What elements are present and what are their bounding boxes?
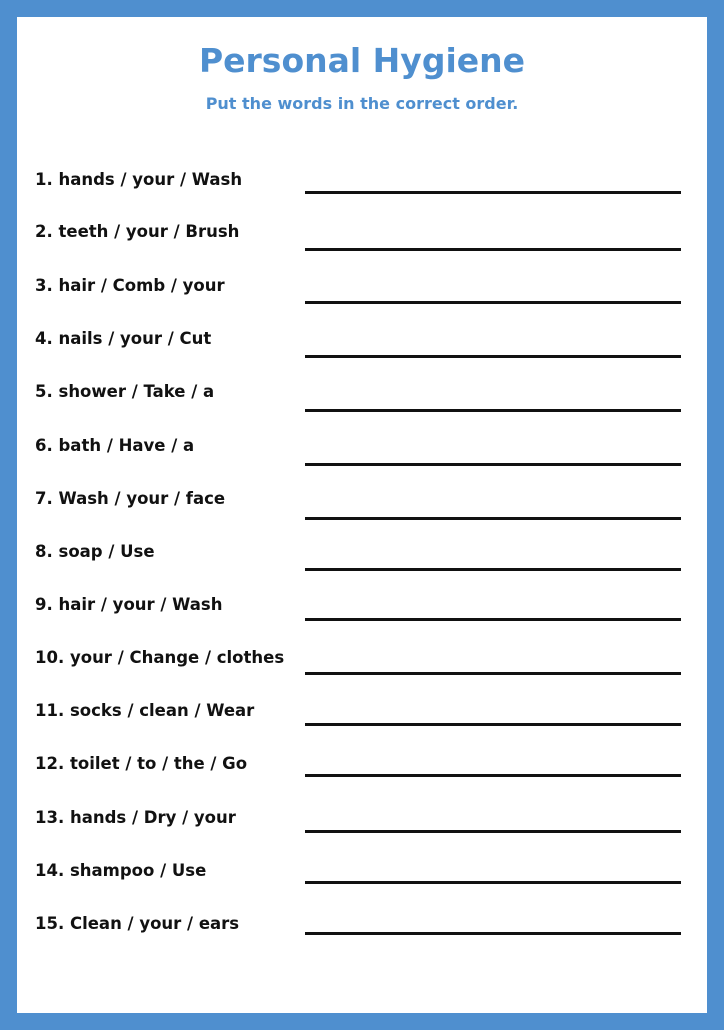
scrambled-words: 6. bath / Have / a [35, 436, 195, 455]
answer-line[interactable] [305, 723, 681, 726]
scrambled-words: 15. Clean / your / ears [35, 914, 240, 933]
scrambled-words: 7. Wash / your / face [35, 489, 226, 508]
exercise-item [35, 541, 683, 581]
exercise-item [35, 594, 683, 634]
exercise-item [35, 860, 683, 900]
answer-line[interactable] [305, 830, 681, 833]
instruction-text: Put the words in the correct order. [205, 94, 519, 113]
exercise-item [35, 700, 683, 740]
scrambled-words: 9. hair / your / Wash [35, 595, 223, 614]
scrambled-words: 8. soap / Use [35, 542, 155, 561]
exercise-item [35, 169, 683, 209]
answer-line[interactable] [305, 618, 681, 621]
answer-line[interactable] [305, 409, 681, 412]
answer-line[interactable] [305, 355, 681, 358]
exercise-item [35, 275, 683, 315]
exercise-item [35, 328, 683, 368]
answer-line[interactable] [305, 672, 681, 675]
answer-line[interactable] [305, 774, 681, 777]
scrambled-words: 2. teeth / your / Brush [35, 222, 240, 241]
answer-line[interactable] [305, 191, 681, 194]
exercise-item [35, 913, 683, 953]
scrambled-words: 14. shampoo / Use [35, 861, 207, 880]
scrambled-words: 5. shower / Take / a [35, 382, 215, 401]
answer-line[interactable] [305, 881, 681, 884]
scrambled-words: 1. hands / your / Wash [35, 170, 243, 189]
scrambled-words: 4. nails / your / Cut [35, 329, 212, 348]
answer-line[interactable] [305, 301, 681, 304]
page-title: Personal Hygiene [198, 41, 526, 80]
scrambled-words: 11. socks / clean / Wear [35, 701, 255, 720]
scrambled-words: 3. hair / Comb / your [35, 276, 225, 295]
exercise-item [35, 488, 683, 528]
exercise-item [35, 807, 683, 847]
answer-line[interactable] [305, 517, 681, 520]
scrambled-words: 12. toilet / to / the / Go [35, 754, 248, 773]
answer-line[interactable] [305, 463, 681, 466]
exercise-item [35, 381, 683, 421]
exercise-item [35, 435, 683, 475]
answer-line[interactable] [305, 568, 681, 571]
exercise-item [35, 753, 683, 793]
exercise-item [35, 647, 683, 687]
scrambled-words: 10. your / Change / clothes [35, 648, 285, 667]
answer-line[interactable] [305, 932, 681, 935]
answer-line[interactable] [305, 248, 681, 251]
scrambled-words: 13. hands / Dry / your [35, 808, 236, 827]
exercise-item [35, 221, 683, 261]
